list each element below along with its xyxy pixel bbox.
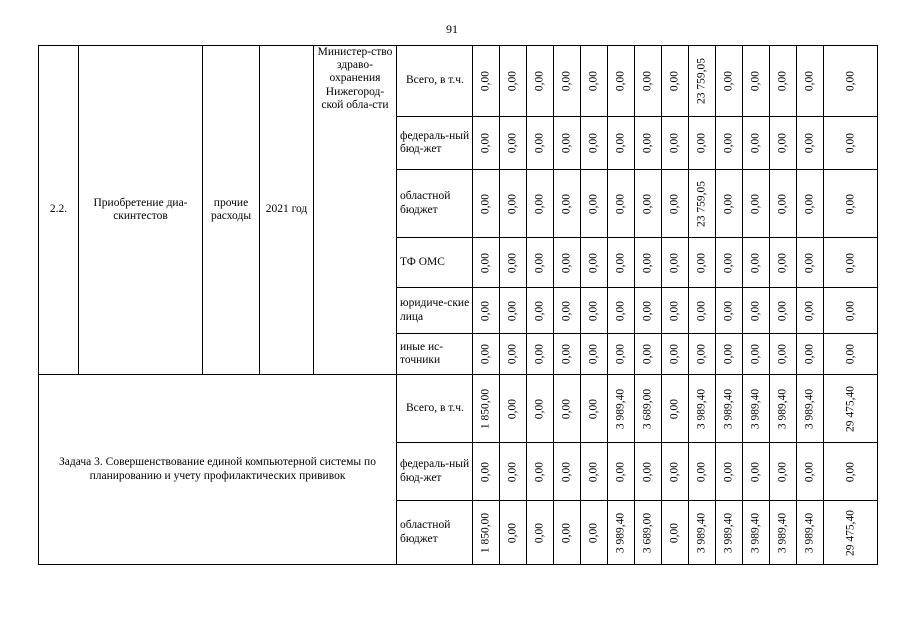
value-text: 0,00 xyxy=(776,132,789,154)
value-cell xyxy=(770,117,797,170)
value-cell xyxy=(770,334,797,375)
value-cell xyxy=(500,288,527,334)
value-text: 0,00 xyxy=(587,132,600,154)
value-text: 0,00 xyxy=(506,193,519,214)
value-text: 0,00 xyxy=(641,252,654,273)
value-text: 0,00 xyxy=(695,343,708,365)
value-text: 0,00 xyxy=(749,252,762,273)
value-text: 0,00 xyxy=(533,343,546,365)
funding-source-label: областной бюджет xyxy=(397,501,473,565)
value-text: 0,00 xyxy=(533,132,546,154)
value-text: 3 689,00 xyxy=(641,388,654,429)
value-text: 0,00 xyxy=(668,300,681,321)
value-cell xyxy=(581,443,608,501)
value-text: 0,00 xyxy=(843,193,856,214)
value-text: 0,00 xyxy=(560,300,573,321)
value-text: 0,00 xyxy=(641,193,654,214)
value-cell xyxy=(797,170,824,238)
value-cell xyxy=(770,501,797,565)
value-cell xyxy=(635,288,662,334)
value-cell xyxy=(689,288,716,334)
value-cell xyxy=(473,170,500,238)
value-cell xyxy=(770,238,797,288)
value-cell xyxy=(743,443,770,501)
value-text: 1 850,00 xyxy=(479,512,492,553)
value-text: 0,00 xyxy=(560,343,573,365)
table-row xyxy=(39,46,878,117)
value-text: 0,00 xyxy=(641,461,654,482)
value-cell xyxy=(797,501,824,565)
value-text: 0,00 xyxy=(803,252,816,273)
value-text: 3 989,40 xyxy=(722,388,735,429)
value-cell xyxy=(500,334,527,375)
value-cell xyxy=(824,46,878,117)
value-cell xyxy=(824,443,878,501)
funding-source-label: ТФ ОМС xyxy=(397,238,473,288)
value-cell xyxy=(527,501,554,565)
value-text: 0,00 xyxy=(803,343,816,365)
value-text: 0,00 xyxy=(668,193,681,214)
value-cell xyxy=(716,46,743,117)
value-text: 0,00 xyxy=(587,70,600,92)
value-text: 0,00 xyxy=(587,252,600,273)
value-text: 0,00 xyxy=(533,398,546,419)
value-text: 0,00 xyxy=(695,252,708,273)
value-cell xyxy=(824,238,878,288)
value-cell xyxy=(473,46,500,117)
value-cell xyxy=(743,288,770,334)
value-cell xyxy=(689,170,716,238)
value-cell xyxy=(581,501,608,565)
value-text: 0,00 xyxy=(749,132,762,154)
value-text: 3 989,40 xyxy=(776,512,789,553)
value-cell xyxy=(716,375,743,443)
value-cell xyxy=(581,288,608,334)
value-text: 0,00 xyxy=(479,70,492,92)
value-cell xyxy=(743,46,770,117)
value-cell xyxy=(716,334,743,375)
value-cell xyxy=(662,334,689,375)
value-text: 3 989,40 xyxy=(614,388,627,429)
value-cell xyxy=(635,170,662,238)
value-text: 0,00 xyxy=(803,70,816,92)
value-cell xyxy=(500,170,527,238)
row-number: 2.2. xyxy=(39,46,79,375)
value-text: 0,00 xyxy=(695,461,708,482)
value-text: 0,00 xyxy=(803,461,816,482)
value-text: 0,00 xyxy=(533,522,546,543)
value-cell xyxy=(527,46,554,117)
value-cell xyxy=(689,501,716,565)
value-text: 0,00 xyxy=(614,343,627,365)
value-text: 0,00 xyxy=(843,252,856,273)
funding-source-label: областной бюджет xyxy=(397,170,473,238)
value-text: 0,00 xyxy=(587,300,600,321)
value-cell xyxy=(662,443,689,501)
value-cell xyxy=(635,238,662,288)
value-cell xyxy=(770,375,797,443)
value-cell xyxy=(797,288,824,334)
value-cell xyxy=(473,501,500,565)
funding-source-label: Всего, в т.ч. xyxy=(397,375,473,443)
value-text: 0,00 xyxy=(614,300,627,321)
value-cell xyxy=(662,375,689,443)
value-text: 0,00 xyxy=(560,522,573,543)
value-cell xyxy=(662,46,689,117)
value-text: 0,00 xyxy=(641,70,654,92)
value-text: 0,00 xyxy=(533,252,546,273)
value-text: 0,00 xyxy=(843,132,856,154)
value-cell xyxy=(554,443,581,501)
value-cell xyxy=(527,443,554,501)
value-text: 3 989,40 xyxy=(614,512,627,553)
value-cell xyxy=(743,375,770,443)
value-cell xyxy=(743,117,770,170)
value-cell xyxy=(797,238,824,288)
activity-name: Приобретение диа-скинтестов xyxy=(79,46,203,375)
value-cell xyxy=(743,334,770,375)
value-cell xyxy=(473,443,500,501)
value-text: 3 989,40 xyxy=(776,388,789,429)
value-text: 0,00 xyxy=(614,193,627,214)
value-text: 0,00 xyxy=(560,193,573,214)
value-text: 0,00 xyxy=(560,70,573,92)
value-cell xyxy=(581,334,608,375)
value-text: 0,00 xyxy=(560,132,573,154)
value-text: 0,00 xyxy=(843,70,856,92)
value-text: 0,00 xyxy=(587,522,600,543)
value-cell xyxy=(743,501,770,565)
value-text: 0,00 xyxy=(479,461,492,482)
value-text: 0,00 xyxy=(776,252,789,273)
value-cell xyxy=(608,288,635,334)
value-text: 0,00 xyxy=(668,461,681,482)
value-text: 0,00 xyxy=(668,70,681,92)
value-text: 0,00 xyxy=(722,70,735,92)
funding-source-label: федераль-ный бюд-жет xyxy=(397,117,473,170)
value-cell xyxy=(554,288,581,334)
value-text: 0,00 xyxy=(695,300,708,321)
funding-source-label: федераль-ный бюд-жет xyxy=(397,443,473,501)
value-text: 0,00 xyxy=(587,193,600,214)
value-text: 0,00 xyxy=(749,70,762,92)
value-cell xyxy=(635,443,662,501)
funding-source-label: юридиче-ские лица xyxy=(397,288,473,334)
value-cell xyxy=(473,375,500,443)
value-cell xyxy=(608,170,635,238)
funding-source-label: иные ис-точники xyxy=(397,334,473,375)
value-cell xyxy=(500,443,527,501)
value-text: 23 759,05 xyxy=(695,180,708,227)
value-cell xyxy=(824,170,878,238)
value-cell xyxy=(554,334,581,375)
value-text: 0,00 xyxy=(506,70,519,92)
value-text: 0,00 xyxy=(560,398,573,419)
expense-type: прочие расходы xyxy=(203,46,260,375)
value-text: 3 989,40 xyxy=(803,388,816,429)
value-cell xyxy=(635,46,662,117)
value-cell xyxy=(581,375,608,443)
value-cell xyxy=(554,46,581,117)
value-text: 0,00 xyxy=(749,193,762,214)
value-text: 0,00 xyxy=(533,70,546,92)
value-text: 3 689,00 xyxy=(641,512,654,553)
value-text: 3 989,40 xyxy=(749,512,762,553)
value-text: 0,00 xyxy=(479,132,492,154)
value-text: 0,00 xyxy=(843,461,856,482)
value-text: 0,00 xyxy=(843,343,856,365)
value-cell xyxy=(635,334,662,375)
activity-year: 2021 год xyxy=(260,46,314,375)
value-cell xyxy=(770,288,797,334)
value-text: 0,00 xyxy=(587,343,600,365)
value-cell xyxy=(500,117,527,170)
value-text: 0,00 xyxy=(479,193,492,214)
value-cell xyxy=(797,443,824,501)
value-text: 0,00 xyxy=(695,132,708,154)
value-text: 0,00 xyxy=(843,300,856,321)
value-cell xyxy=(527,288,554,334)
value-text: 1 850,00 xyxy=(479,388,492,429)
value-cell xyxy=(608,501,635,565)
value-text: 0,00 xyxy=(668,522,681,543)
value-text: 0,00 xyxy=(506,252,519,273)
value-text: 0,00 xyxy=(506,522,519,543)
value-text: 29 475,40 xyxy=(843,385,856,432)
value-cell xyxy=(608,443,635,501)
value-cell xyxy=(635,117,662,170)
value-cell xyxy=(824,288,878,334)
value-cell xyxy=(797,117,824,170)
value-text: 0,00 xyxy=(722,343,735,365)
value-text: 0,00 xyxy=(560,252,573,273)
value-text: 0,00 xyxy=(722,193,735,214)
value-cell xyxy=(527,238,554,288)
value-text: 0,00 xyxy=(641,132,654,154)
value-cell xyxy=(797,334,824,375)
value-text: 0,00 xyxy=(776,193,789,214)
value-text: 0,00 xyxy=(587,461,600,482)
value-cell xyxy=(608,117,635,170)
value-text: 0,00 xyxy=(776,343,789,365)
value-text: 0,00 xyxy=(749,300,762,321)
value-text: 0,00 xyxy=(641,343,654,365)
value-cell xyxy=(770,46,797,117)
value-cell xyxy=(608,375,635,443)
value-text: 0,00 xyxy=(533,193,546,214)
value-cell xyxy=(473,288,500,334)
value-text: 0,00 xyxy=(803,193,816,214)
value-cell xyxy=(635,501,662,565)
value-cell xyxy=(473,238,500,288)
value-cell xyxy=(824,375,878,443)
value-text: 0,00 xyxy=(668,132,681,154)
executor-name: Министер-ство здраво-охранения Нижегород-ской обла-сти xyxy=(314,46,397,375)
value-cell xyxy=(500,375,527,443)
value-cell xyxy=(689,443,716,501)
value-text: 0,00 xyxy=(560,461,573,482)
value-cell xyxy=(716,238,743,288)
value-text: 0,00 xyxy=(479,252,492,273)
value-cell xyxy=(770,170,797,238)
value-text: 0,00 xyxy=(722,461,735,482)
value-cell xyxy=(554,375,581,443)
value-text: 0,00 xyxy=(614,132,627,154)
value-text: 0,00 xyxy=(506,132,519,154)
value-cell xyxy=(689,375,716,443)
value-cell xyxy=(608,238,635,288)
value-cell xyxy=(554,170,581,238)
value-cell xyxy=(689,117,716,170)
value-text: 3 989,40 xyxy=(695,512,708,553)
value-cell xyxy=(743,238,770,288)
value-cell xyxy=(716,117,743,170)
value-cell xyxy=(662,501,689,565)
value-cell xyxy=(716,501,743,565)
value-text: 3 989,40 xyxy=(803,512,816,553)
value-cell xyxy=(689,334,716,375)
value-cell xyxy=(635,375,662,443)
value-text: 0,00 xyxy=(614,70,627,92)
value-text: 0,00 xyxy=(776,461,789,482)
value-cell xyxy=(581,46,608,117)
value-cell xyxy=(662,170,689,238)
value-text: 0,00 xyxy=(776,70,789,92)
value-text: 3 989,40 xyxy=(749,388,762,429)
value-cell xyxy=(662,117,689,170)
value-cell xyxy=(554,238,581,288)
value-text: 0,00 xyxy=(614,461,627,482)
value-cell xyxy=(581,170,608,238)
page-number: 91 xyxy=(446,22,458,36)
task-title: Задача 3. Совершенствование единой компьютерной системы по планированию и учету профилактических прививок xyxy=(39,375,397,565)
value-cell xyxy=(581,238,608,288)
value-cell xyxy=(527,375,554,443)
value-text: 0,00 xyxy=(803,300,816,321)
value-cell xyxy=(824,334,878,375)
value-cell xyxy=(689,46,716,117)
value-cell xyxy=(716,288,743,334)
value-cell xyxy=(770,443,797,501)
value-text: 0,00 xyxy=(722,252,735,273)
value-text: 0,00 xyxy=(506,300,519,321)
funding-source-label: Всего, в т.ч. xyxy=(397,46,473,117)
value-text: 0,00 xyxy=(479,300,492,321)
value-text: 0,00 xyxy=(506,398,519,419)
value-text: 0,00 xyxy=(776,300,789,321)
value-text: 0,00 xyxy=(803,132,816,154)
value-cell xyxy=(608,334,635,375)
value-cell xyxy=(608,46,635,117)
value-cell xyxy=(824,501,878,565)
value-cell xyxy=(797,46,824,117)
value-cell xyxy=(500,501,527,565)
value-text: 23 759,05 xyxy=(695,58,708,104)
value-text: 0,00 xyxy=(506,461,519,482)
value-cell xyxy=(527,117,554,170)
value-text: 0,00 xyxy=(533,461,546,482)
table-row xyxy=(39,375,878,443)
value-cell xyxy=(689,238,716,288)
value-cell xyxy=(662,238,689,288)
value-cell xyxy=(797,375,824,443)
value-text: 0,00 xyxy=(749,343,762,365)
value-cell xyxy=(716,170,743,238)
value-cell xyxy=(554,501,581,565)
value-text: 0,00 xyxy=(668,252,681,273)
value-text: 3 989,40 xyxy=(695,388,708,429)
value-text: 0,00 xyxy=(587,398,600,419)
value-text: 0,00 xyxy=(614,252,627,273)
value-text: 0,00 xyxy=(533,300,546,321)
value-cell xyxy=(581,117,608,170)
value-cell xyxy=(473,334,500,375)
value-cell xyxy=(716,443,743,501)
value-cell xyxy=(824,117,878,170)
value-text: 3 989,40 xyxy=(722,512,735,553)
budget-table xyxy=(38,45,878,565)
value-cell xyxy=(473,117,500,170)
value-text: 0,00 xyxy=(668,398,681,419)
value-text: 0,00 xyxy=(722,300,735,321)
value-cell xyxy=(500,46,527,117)
value-cell xyxy=(743,170,770,238)
value-cell xyxy=(662,288,689,334)
value-cell xyxy=(527,170,554,238)
value-text: 0,00 xyxy=(506,343,519,365)
value-text: 0,00 xyxy=(749,461,762,482)
value-cell xyxy=(554,117,581,170)
value-cell xyxy=(527,334,554,375)
value-cell xyxy=(500,238,527,288)
value-text: 29 475,40 xyxy=(843,509,856,556)
value-text: 0,00 xyxy=(668,343,681,365)
value-text: 0,00 xyxy=(479,343,492,365)
value-text: 0,00 xyxy=(641,300,654,321)
value-text: 0,00 xyxy=(722,132,735,154)
